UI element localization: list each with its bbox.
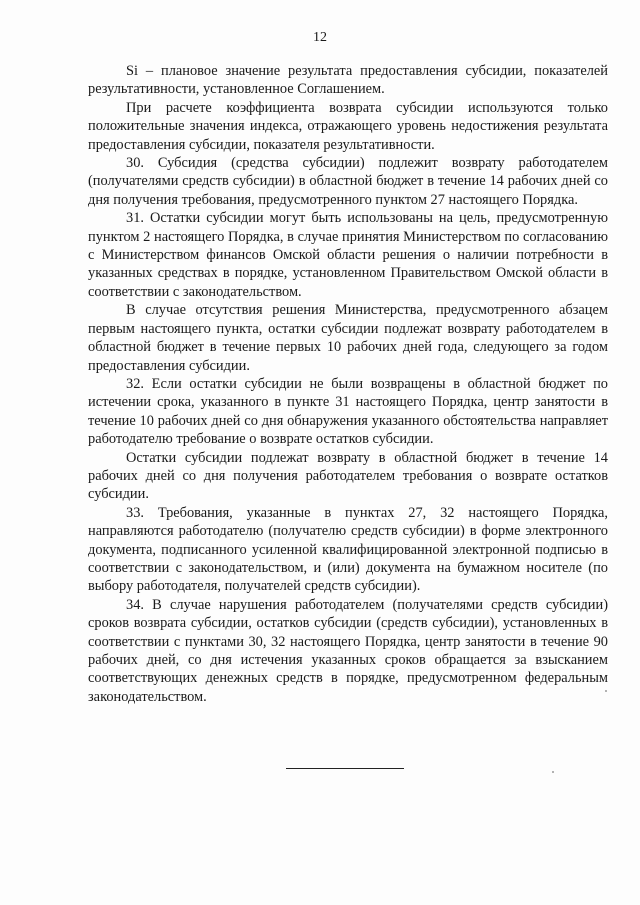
paragraph-item-32-return: Остатки субсидии подлежат возврату в областной бюджет в течение 14 рабочих дней со дня получения работодателем требования о возврате остатков субсидии. [88, 449, 608, 503]
scan-speck [552, 771, 554, 773]
paragraph-item-33: 33. Требования, указанные в пунктах 27, 32 настоящего Порядка, направляются работодателю (получателю средств субсидии) в форме электронного документа, подписанного усиленной квалифицированной электронной подписью в соответствии с законодательством, и (или) документа на бумажном носителе (по выбору работодателя, получателей средств субсидии). [88, 504, 608, 595]
paragraph-coefficient-note: При расчете коэффициента возврата субсидии используются только положительные значения индекса, отражающего уровень недостижения результата предоставления субсидии, показателя результативности. [88, 99, 608, 153]
paragraph-item-31-absence: В случае отсутствия решения Министерства, предусмотренного абзацем первым настоящего пункта, остатки субсидии подлежат возврату работодателем в областной бюджет в течение первых 10 рабочих дней года, следующего за годом предоставления субсидии. [88, 302, 608, 374]
paragraph-item-30: 30. Субсидия (средства субсидии) подлежит возврату работодателем (получателями средств субсидии) в областной бюджет в течение 14 рабочих дней со дня получения требования, предусмотренного пунктом 27 настоящего Порядка. [88, 155, 608, 208]
paragraph-item-34: 34. В случае нарушения работодателем (получателями средств субсидии) сроков возврата субсидии, остатков субсидии (средств субсидии), установленных в соответствии с пунктами 30, 32 настоящего Порядка, центр занятости в течение 90 рабочих дней, со дня истечения указанных сроков обращается за взысканием соответствующих денежных средств в порядке, предусмотренном федеральным законодательством. [88, 596, 608, 705]
paragraph-item-32: 32. Если остатки субсидии не были возвращены в областной бюджет по истечении срока, указанного в пункте 31 настоящего Порядка, центр занятости в течение 10 рабочих дней со дня обнаружения указанного обстоятельства направляет работодателю требование о возврате остатков субсидии. [88, 375, 608, 448]
end-of-text-rule [286, 768, 404, 769]
paragraph-si-definition: Si – плановое значение результата предоставления субсидии, показателей результативности, установленное Соглашением. [88, 63, 608, 98]
paragraph-item-31: 31. Остатки субсидии могут быть использованы на цель, предусмотренную пунктом 2 настоящего Порядка, в случае принятия Министерством по согласованию с Министерством финансов Омской области решения о наличии потребности в указанных средствах в порядке, установленном Правительством Омской области в соответствии с законодательством. [88, 210, 608, 300]
document-body [88, 62, 608, 706]
scan-speck [605, 690, 607, 692]
page-number: 12 [313, 30, 327, 45]
